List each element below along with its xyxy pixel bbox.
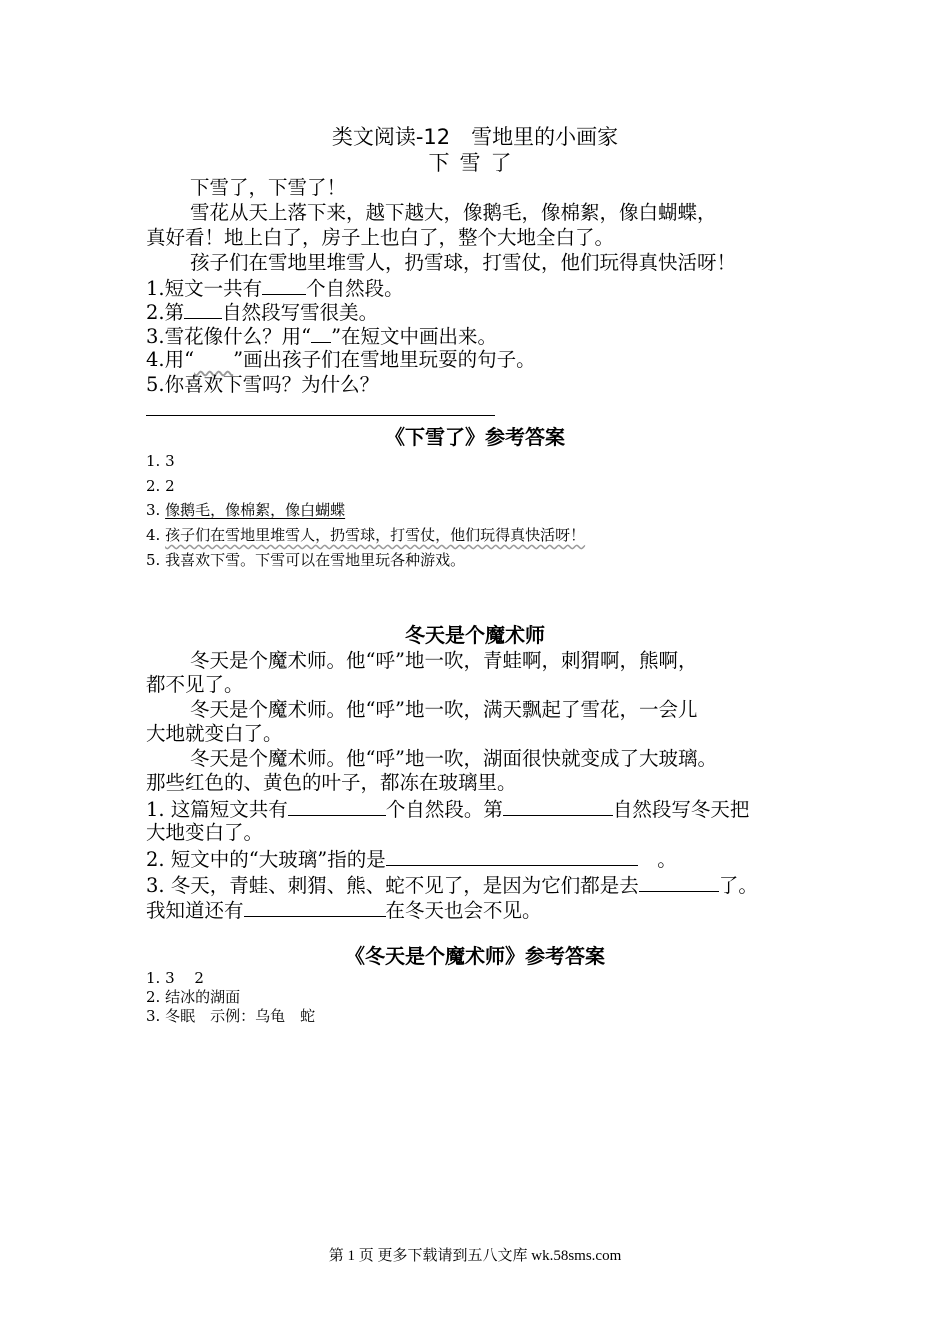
answer-blank[interactable] [262,276,306,295]
answer-blank[interactable] [639,873,719,892]
answers2-item-3: 3. 冬眠 示例：乌龟 蛇 [146,1007,316,1025]
question-text: 自然段写冬天把 [612,798,750,821]
question-text: 在冬天也会不见。 [385,899,542,922]
question-text: 了。 [718,874,758,897]
question-text: 。 [637,848,677,871]
answers1-item-4 [146,525,585,545]
question-text: 2. 短文中的“大玻璃”指的是 [146,848,386,871]
section2-paragraph-1b: 都不见了。 [146,673,244,696]
answers2-item-1: 1. 3 2 [146,969,204,987]
question-text: ”画出孩子们在雪地里玩耍的句子。 [233,348,536,371]
section2-question-3b [146,898,826,923]
page-footer: 第 1 页 更多下载请到五八文库 wk.58sms.com [328,1248,622,1264]
section2-question-2 [146,847,826,872]
section1-paragraph-3: 孩子们在雪地里堆雪人，扔雪球，打雪仗，他们玩得真快活呀！ [190,251,737,274]
question-text: 自然段写雪很美。 [222,301,379,324]
answer-line[interactable] [146,415,495,416]
answer-blank[interactable] [503,797,613,816]
question-text: 3.雪花像什么？用“ [146,325,312,348]
answer-text: 孩子们在雪地里堆雪人，扔雪球，打雪仗，他们玩得真快活呀！ [165,526,586,544]
question-text: ”在短文中画出来。 [331,325,498,348]
section2-question-3a [146,873,826,898]
section2-question-1a [146,797,826,822]
question-text: 2.第 [146,301,185,324]
answers2-item-2: 2. 结冰的湖面 [146,988,241,1006]
question-text: 1. 这篇短文共有 [146,798,288,821]
answers1-item-5: 5. 我喜欢下雪。下雪可以在雪地里玩各种游戏。 [146,551,466,569]
answer-blank[interactable] [184,300,222,319]
section1-question-4 [146,348,826,372]
question-text: 3. 冬天，青蛙、刺猬、熊、蛇不见了，是因为它们都是去 [146,874,639,897]
section2-title: 冬天是个魔术师 [405,623,545,647]
section2-question-1b: 大地变白了。 [146,821,264,844]
answer-blank[interactable] [288,797,386,816]
answer-number: 4. [146,526,166,544]
answer-text: 像鹅毛，像棉絮，像白蝴蝶 [165,501,346,519]
section1-title: 类文阅读-12 雪地里的小画家 [331,125,619,149]
section1-subtitle: 下雪了 [428,151,522,175]
wavy-line-mark [194,348,233,371]
question-text: 个自然段。 [306,277,404,300]
answer-number: 3. [146,501,166,519]
answers1-item-2: 2. 2 [146,477,175,495]
section1-question-5: 5.你喜欢下雪吗？为什么？ [146,373,380,396]
answers1-item-1: 1. 3 [146,452,175,470]
section1-question-2 [146,300,826,325]
question-text: 个自然段。第 [385,798,503,821]
section2-paragraph-3b: 那些红色的、黄色的叶子，都冻在玻璃里。 [146,771,517,794]
answers1-title: 《下雪了》参考答案 [385,425,565,449]
question-text: 1.短文一共有 [146,277,263,300]
question-text: 4.用“ [146,348,195,371]
section2-paragraph-1a: 冬天是个魔术师。他“呼”地一吹，青蛙啊，刺猬啊，熊啊， [190,649,698,672]
answer-blank[interactable] [244,898,386,917]
answer-blank[interactable] [386,847,638,866]
question-text: 我知道还有 [146,899,244,922]
section2-paragraph-2a: 冬天是个魔术师。他“呼”地一吹，满天飘起了雪花，一会儿 [190,698,698,721]
section1-question-1 [146,276,826,301]
section1-paragraph-1: 下雪了，下雪了！ [190,176,347,199]
section2-paragraph-2b: 大地就变白了。 [146,722,283,745]
section2-paragraph-3a: 冬天是个魔术师。他“呼”地一吹，湖面很快就变成了大玻璃。 [190,747,717,770]
underline-mark [311,324,331,343]
answers2-title: 《冬天是个魔术师》参考答案 [345,944,605,968]
section1-question-3 [146,324,826,349]
answers1-item-3 [146,500,345,520]
section1-paragraph-2b: 真好看！地上白了，房子上也白了，整个大地全白了。 [146,226,615,249]
section1-paragraph-2a: 雪花从天上落下来，越下越大，像鹅毛，像棉絮，像白蝴蝶， [190,201,717,224]
